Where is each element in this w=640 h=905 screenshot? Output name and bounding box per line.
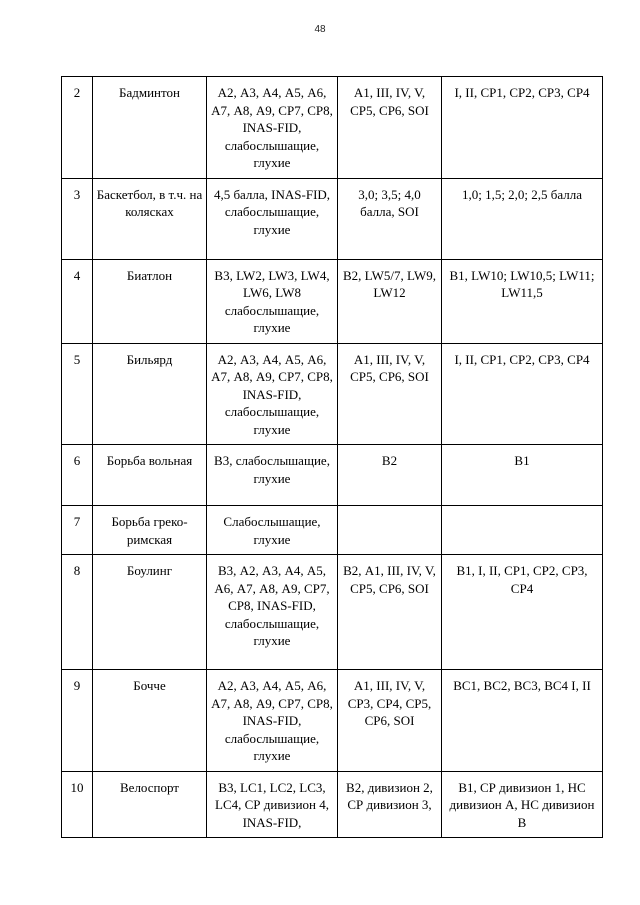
- class-group-1: [442, 506, 603, 555]
- page-number: 48: [314, 24, 326, 35]
- table-row: [62, 445, 603, 506]
- table-row: [62, 670, 603, 772]
- class-group-3: А2, А3, А4, А5, А6, А7, А8, А9, СР7, СР8, INAS-FID, слабослышащие, глухие: [207, 343, 338, 445]
- sport-name: Баскетбол, в т.ч. на колясках: [93, 178, 207, 259]
- class-group-1: В1: [442, 445, 603, 506]
- class-group-3: 4,5 балла, INAS-FID, слабослышащие, глухие: [207, 178, 338, 259]
- sport-name: Бочче: [93, 670, 207, 772]
- class-group-2: А1, III, IV, V, СР3, СР4, СР5, СР6, SOI: [338, 670, 442, 772]
- table-row: [62, 506, 603, 555]
- row-number: 3: [62, 178, 93, 259]
- class-group-1: ВС1, ВС2, ВС3, ВС4 I, II: [442, 670, 603, 772]
- table-row: [62, 178, 603, 259]
- class-group-2: А1, III, IV, V, СР5, СР6, SOI: [338, 343, 442, 445]
- table-row: [62, 259, 603, 343]
- class-group-3: В3, слабослышащие, глухие: [207, 445, 338, 506]
- class-group-1: В1, I, II, СР1, СР2, СР3, СР4: [442, 555, 603, 670]
- row-number: 7: [62, 506, 93, 555]
- class-group-2: В2, А1, III, IV, V, СР5, СР6, SOI: [338, 555, 442, 670]
- row-number: 9: [62, 670, 93, 772]
- row-number: 10: [62, 771, 93, 838]
- class-group-3: В3, LW2, LW3, LW4, LW6, LW8 слабослышащие, глухие: [207, 259, 338, 343]
- class-group-3: В3, LC1, LC2, LC3, LC4, СР дивизион 4, INAS-FID,: [207, 771, 338, 838]
- row-number: 8: [62, 555, 93, 670]
- class-group-2: В2, LW5/7, LW9, LW12: [338, 259, 442, 343]
- class-group-2: 3,0; 3,5; 4,0 балла, SOI: [338, 178, 442, 259]
- table-row: [62, 555, 603, 670]
- class-group-2: [338, 506, 442, 555]
- class-group-3: В3, А2, А3, А4, А5, А6, А7, А8, А9, СР7, СР8, INAS-FID, слабослышащие, глухие: [207, 555, 338, 670]
- row-number: 2: [62, 77, 93, 179]
- class-group-1: I, II, СР1, СР2, СР3, СР4: [442, 343, 603, 445]
- class-group-3: Слабослышащие, глухие: [207, 506, 338, 555]
- row-number: 5: [62, 343, 93, 445]
- sport-name: Бильярд: [93, 343, 207, 445]
- row-number: 6: [62, 445, 93, 506]
- sport-name: Борьба греко-римская: [93, 506, 207, 555]
- sport-name: Бадминтон: [93, 77, 207, 179]
- class-group-1: 1,0; 1,5; 2,0; 2,5 балла: [442, 178, 603, 259]
- class-group-1: В1, LW10; LW10,5; LW11; LW11,5: [442, 259, 603, 343]
- class-group-1: I, II, СР1, СР2, СР3, СР4: [442, 77, 603, 179]
- sport-name: Биатлон: [93, 259, 207, 343]
- table-row: [62, 771, 603, 838]
- class-group-2: А1, III, IV, V, СР5, СР6, SOI: [338, 77, 442, 179]
- class-group-2: В2: [338, 445, 442, 506]
- table-row: [62, 77, 603, 179]
- sports-classification-table: [61, 76, 603, 838]
- class-group-3: А2, А3, А4, А5, А6, А7, А8, А9, СР7, СР8, INAS-FID, слабослышащие, глухие: [207, 77, 338, 179]
- sport-name: Боулинг: [93, 555, 207, 670]
- class-group-2: В2, дивизион 2, СР дивизион 3,: [338, 771, 442, 838]
- table-row: [62, 343, 603, 445]
- sport-name: Велоспорт: [93, 771, 207, 838]
- class-group-3: А2, А3, А4, А5, А6, А7, А8, А9, СР7, СР8, INAS-FID, слабослышащие, глухие: [207, 670, 338, 772]
- class-group-1: В1, СР дивизион 1, НС дивизион А, НС дивизион В: [442, 771, 603, 838]
- sport-name: Борьба вольная: [93, 445, 207, 506]
- row-number: 4: [62, 259, 93, 343]
